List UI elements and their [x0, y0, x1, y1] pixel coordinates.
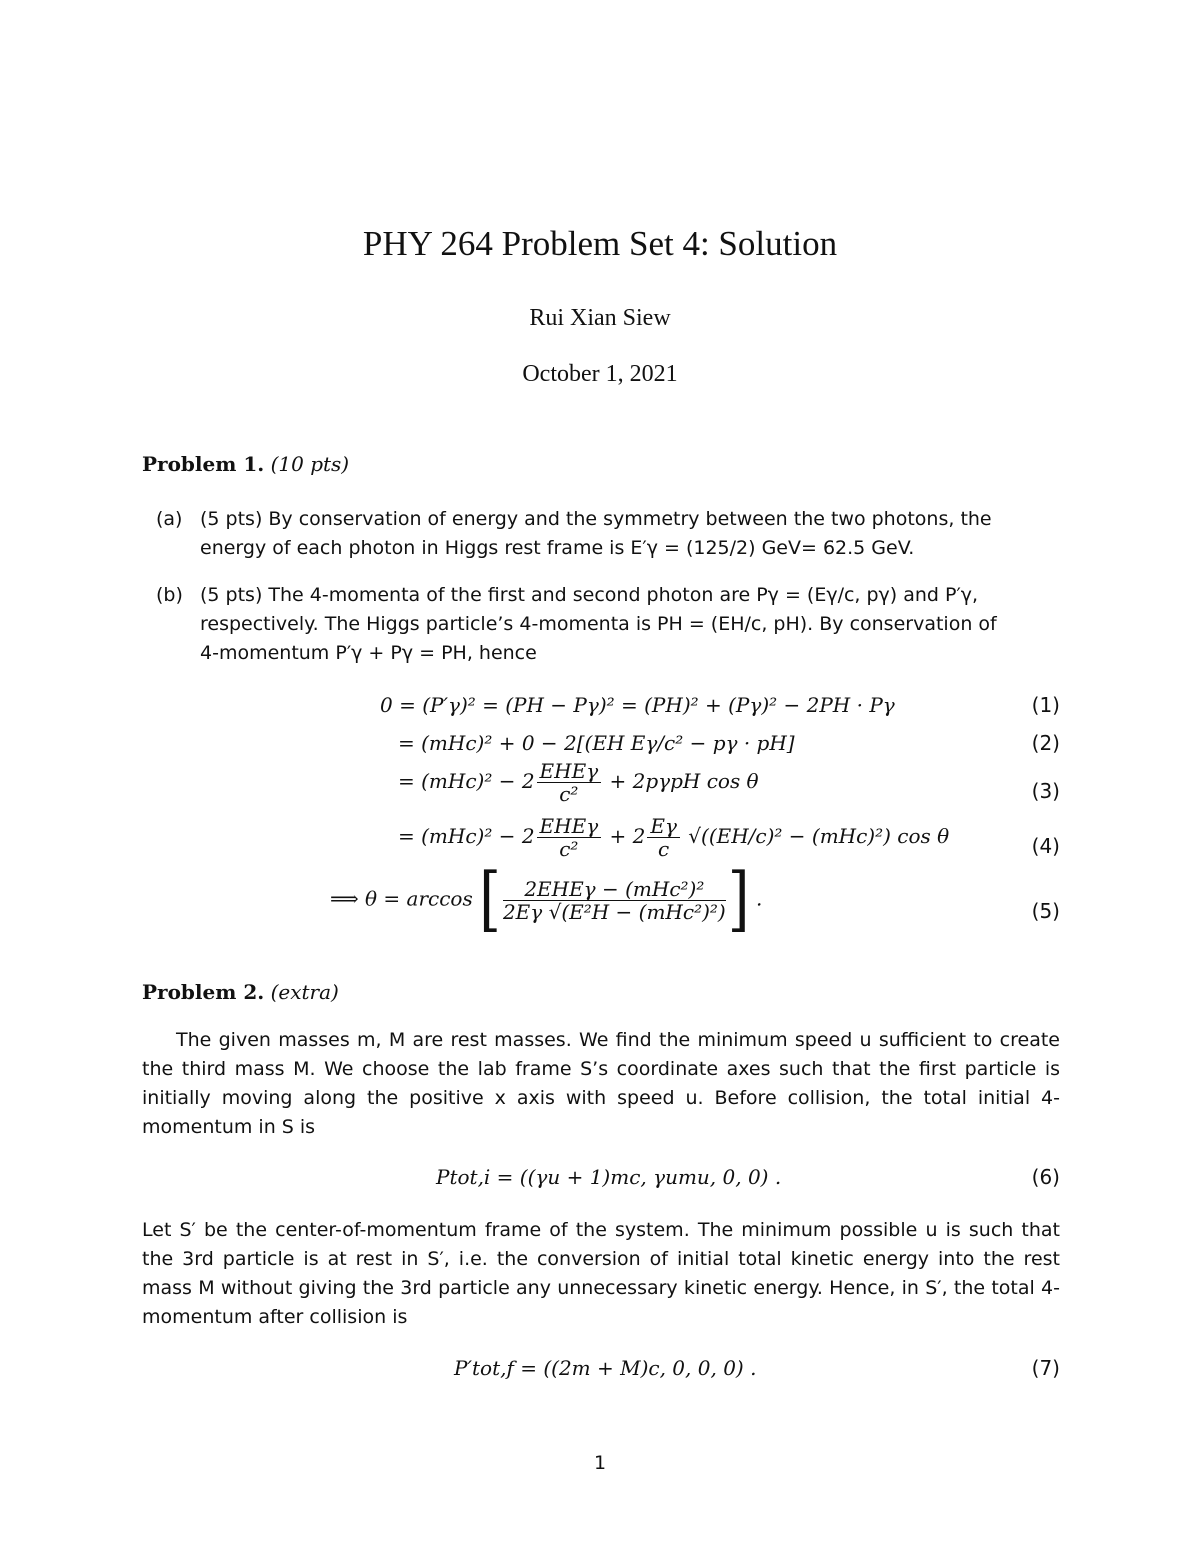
part-b-line-3: 4-momentum P′γ + Pγ = PH, hence [200, 642, 537, 664]
equation-7: P′tot,f = ((2m + M)c, 0, 0, 0) . [454, 1356, 757, 1380]
equation-3-fraction [537, 760, 602, 805]
equation-5-numerator: 2EHEγ − (mHc²)² [503, 878, 726, 901]
right-bracket: ] [727, 858, 750, 940]
problem-1-label: Problem 1. [142, 452, 265, 476]
equation-4-numerator-1: EHEγ [537, 815, 602, 838]
equation-5-denominator: 2Eγ √(E²H − (mHc²)²) [502, 899, 726, 924]
equation-4-denominator-2: c [658, 837, 670, 861]
equation-number-7: (7) [1031, 1356, 1060, 1380]
equation-5-post: . [755, 886, 763, 911]
equation-number-6: (6) [1031, 1165, 1060, 1189]
equation-5-fraction [503, 878, 726, 923]
part-a-line-1: (5 pts) By conservation of energy and the symmetry between the two photons, the [200, 508, 992, 530]
author: Rui Xian Siew [529, 305, 671, 331]
equation-2: = (mHc)² + 0 − 2[(EH Eγ/c² − pγ · pH] [398, 731, 795, 755]
left-bracket: [ [479, 858, 501, 940]
problem-1-heading [142, 452, 349, 476]
equation-3-post: + 2pγpH cos θ [609, 769, 759, 793]
equation-number-1: (1) [1031, 693, 1060, 717]
part-a-line-2: energy of each photon in Higgs rest frame is E′γ = (125/2) GeV= 62.5 GeV. [200, 537, 915, 559]
equation-number-2: (2) [1031, 731, 1060, 755]
equation-4-pre: = (mHc)² − 2 [398, 824, 535, 848]
problem-2-label: Problem 2. [142, 980, 265, 1004]
equation-5 [330, 858, 763, 940]
part-b-line-1: (5 pts) The 4-momenta of the first and second photon are Pγ = (Eγ/c, pγ) and P′γ, [200, 584, 979, 606]
equation-4-numerator-2: Eγ [647, 815, 680, 838]
equation-4-mid: + 2 [609, 824, 646, 848]
equation-4 [398, 815, 949, 860]
equation-3-denominator: c² [559, 782, 579, 806]
equation-6: Ptot,i = ((γu + 1)mc, γumu, 0, 0) . [436, 1165, 782, 1189]
problem-2-paragraph-1: The given masses m, M are rest masses. We find the minimum speed u sufficient to create the third mass M. We choose the lab frame S’s coordinate axes such that the first particle is initially moving along the positive x axis with speed u. Before collision, the total initial 4-momentum in S is [142, 1029, 1060, 1138]
equation-number-5: (5) [1031, 899, 1060, 923]
part-b-marker: (b) [156, 584, 183, 606]
page-number: 1 [593, 1452, 607, 1474]
problem-1-points: (10 pts) [270, 452, 350, 476]
problem-2-points: (extra) [270, 980, 339, 1004]
part-a-marker: (a) [156, 508, 183, 530]
equation-4-fraction-2 [647, 815, 680, 860]
equation-3 [398, 760, 759, 805]
equation-5-pre: ⟹ θ = arccos [330, 886, 473, 911]
problem-2-heading [142, 980, 339, 1004]
part-a [156, 505, 1060, 563]
equation-1: 0 = (P′γ)² = (PH − Pγ)² = (PH)² + (Pγ)² − 2PH · Pγ [380, 693, 895, 717]
equation-4-fraction-1 [537, 815, 602, 860]
date: October 1, 2021 [522, 361, 678, 387]
part-b-line-2: respectively. The Higgs particle’s 4-momenta is PH = (EH/c, pH). By conservation of [200, 613, 997, 635]
part-b [156, 581, 1060, 668]
equation-number-3: (3) [1031, 779, 1060, 803]
equation-4-post: √((EH/c)² − (mHc)²) cos θ [688, 824, 950, 848]
equation-number-4: (4) [1031, 834, 1060, 858]
equation-3-numerator: EHEγ [537, 760, 602, 783]
document-title: PHY 264 Problem Set 4: Solution [362, 224, 838, 263]
problem-2-paragraph-2: Let S′ be the center-of-momentum frame of the system. The minimum possible u is such that the 3rd particle is at rest in S′, i.e. the conversion of initial total kinetic energy into the rest mass M without giving the 3rd particle any unnecessary kinetic energy. Hence, in S′, the total 4-momentum after collision is [142, 1219, 1060, 1328]
equation-3-pre: = (mHc)² − 2 [398, 769, 535, 793]
equation-4-denominator-1: c² [559, 837, 579, 861]
